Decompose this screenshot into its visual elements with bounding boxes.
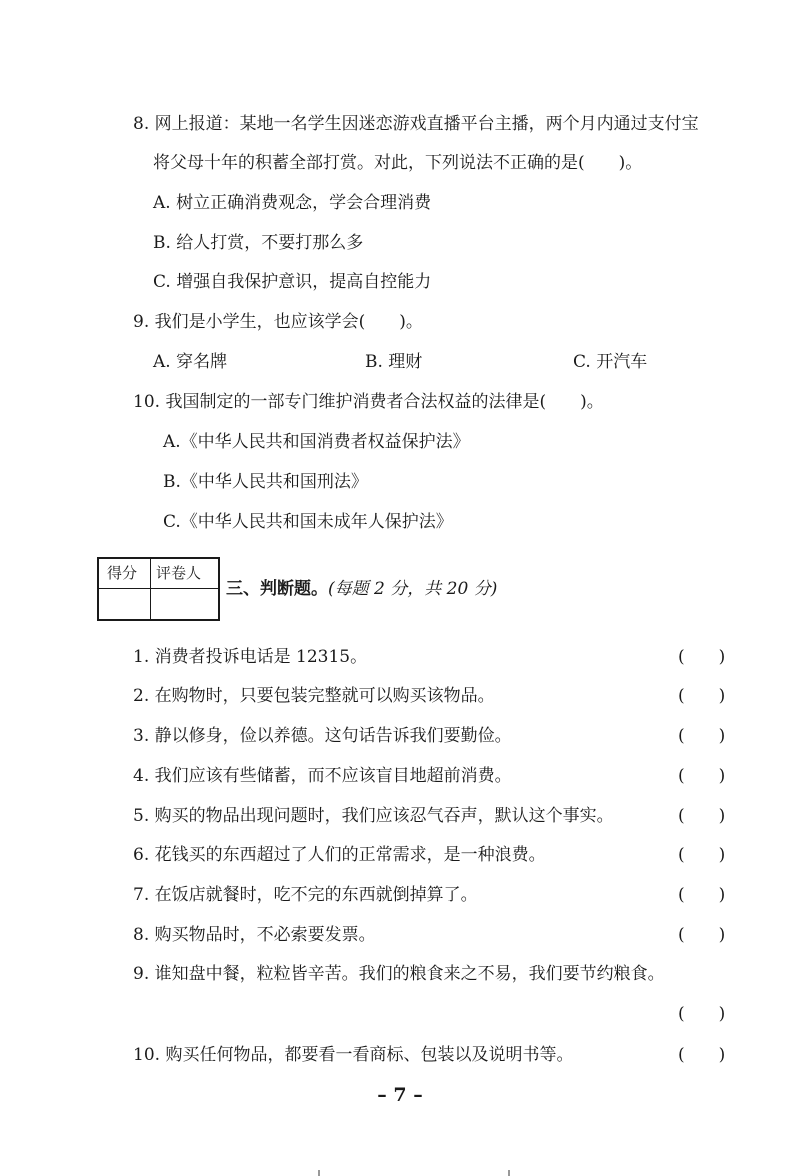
judgment-3: 3. 静以修身，俭以养德。这句话告诉我们要勤俭。 (133, 726, 512, 746)
binding-mark-left (318, 1170, 320, 1176)
judgment-6: 6. 花钱买的东西超过了人们的正常需求，是一种浪费。 (133, 845, 546, 865)
judgment-9-answer-blank[interactable]: ( ) (678, 1004, 726, 1024)
score-table (97, 557, 220, 621)
grader-header: 评卷人 (156, 564, 202, 582)
judgment-4-answer-blank[interactable]: ( ) (678, 766, 726, 786)
q9-option-c: C. 开汽车 (573, 352, 648, 372)
judgment-2-answer-blank[interactable]: ( ) (678, 686, 726, 706)
judgment-7-answer-blank[interactable]: ( ) (678, 885, 726, 905)
q8-option-b: B. 给人打赏，不要打那么多 (153, 233, 364, 253)
judgment-10: 10. 购买任何物品，都要看一看商标、包装以及说明书等。 (133, 1045, 574, 1065)
judgment-8-answer-blank[interactable]: ( ) (678, 925, 726, 945)
judgment-8: 8. 购买物品时，不必索要发票。 (133, 925, 376, 945)
judgment-7: 7. 在饭店就餐时，吃不完的东西就倒掉算了。 (133, 885, 478, 905)
q10-option-a: A.《中华人民共和国消费者权益保护法》 (163, 432, 470, 452)
q8-option-a: A. 树立正确消费观念，学会合理消费 (153, 193, 432, 213)
q10-text: 10. 我国制定的一部专门维护消费者合法权益的法律是( )。 (133, 392, 604, 412)
judgment-9: 9. 谁知盘中餐，粒粒皆辛苦。我们的粮食来之不易，我们要节约粮食。 (133, 964, 665, 984)
q8-option-c: C. 增强自我保护意识，提高自控能力 (153, 272, 432, 292)
judgment-1-answer-blank[interactable]: ( ) (678, 647, 726, 667)
q8-line2: 将父母十年的积蓄全部打赏。对此，下列说法不正确的是( )。 (153, 153, 643, 173)
judgment-1: 1. 消费者投诉电话是 12315。 (133, 647, 368, 667)
judgment-5-answer-blank[interactable]: ( ) (678, 806, 726, 826)
q10-option-c: C.《中华人民共和国未成年人保护法》 (163, 512, 453, 532)
q9-option-b: B. 理财 (365, 352, 423, 372)
q9-option-a: A. 穿名牌 (153, 352, 228, 372)
score-table-divider (150, 559, 151, 619)
section-3-heading: 三、判断题。 (226, 579, 328, 599)
judgment-10-answer-blank[interactable]: ( ) (678, 1045, 726, 1065)
section-3-title (226, 577, 497, 601)
section-3-points-note: (每题 2 分，共 20 分) (328, 579, 498, 599)
judgment-3-answer-blank[interactable]: ( ) (678, 726, 726, 746)
binding-mark-right (508, 1170, 510, 1176)
score-table-row-divider (99, 588, 218, 589)
judgment-4: 4. 我们应该有些储蓄，而不应该盲目地超前消费。 (133, 766, 512, 786)
judgment-5: 5. 购买的物品出现问题时，我们应该忍气吞声，默认这个事实。 (133, 806, 614, 826)
q8-line1: 8. 网上报道：某地一名学生因迷恋游戏直播平台主播，两个月内通过支付宝 (133, 114, 699, 134)
judgment-2: 2. 在购物时，只要包装完整就可以购买该物品。 (133, 686, 495, 706)
q9-text: 9. 我们是小学生，也应该学会( )。 (133, 312, 423, 332)
page-number: – 7 – (377, 1084, 423, 1106)
q10-option-b: B.《中华人民共和国刑法》 (163, 472, 368, 492)
judgment-6-answer-blank[interactable]: ( ) (678, 845, 726, 865)
score-header: 得分 (107, 564, 138, 582)
